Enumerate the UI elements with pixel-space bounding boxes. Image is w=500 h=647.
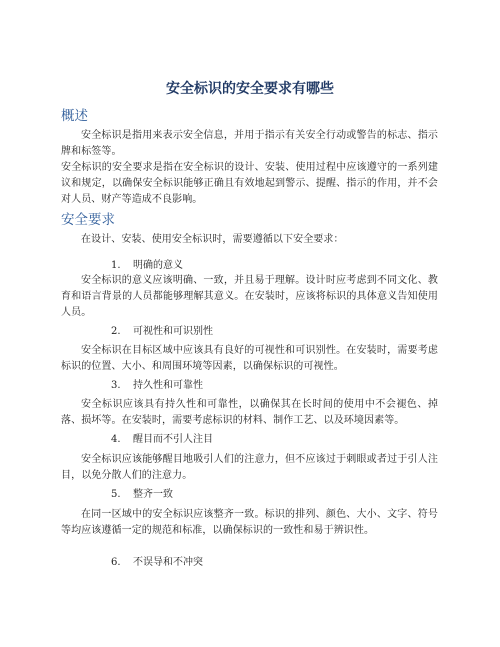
list-item-heading bbox=[111, 324, 213, 340]
list-item-heading bbox=[111, 555, 203, 571]
list-item-number: 3. bbox=[111, 380, 121, 391]
list-item-label: 不误导和不冲突 bbox=[133, 557, 203, 568]
overview-paragraph-2: 安全标识的安全要求是指在安全标识的设计、安装、使用过程中应该遵守的一系列建议和规定，以确保安全标识能够正确且有效地起到警示、提醒、指示的作用，并不会对人员、财产等造成不良影响。 bbox=[61, 162, 438, 205]
list-item-text: 安全标识的意义应该明确、一致，并且易于理解。设计时应考虑到不同文化、教育和语言背景的人员都能够理解其意义。在安装时，应该将标识的具体意义告知使用人员。 bbox=[61, 275, 438, 318]
list-item-text: 在同一区域中的安全标识应该整齐一致。标识的排列、颜色、大小、文字、符号等均应该遵循一定的规范和标准，以确保标识的一致性和易于辨识性。 bbox=[61, 509, 438, 536]
list-item-text: 安全标识应该能够醒目地吸引人们的注意力，但不应该过于刺眼或者过于引人注目，以免分散人们的注意力。 bbox=[61, 454, 438, 481]
list-item-heading bbox=[111, 258, 183, 274]
list-item-number: 2. bbox=[111, 326, 121, 337]
overview-paragraph-1: 安全标识是指用来表示安全信息，并用于指示有关安全行动或警告的标志、指示牌和标签等。 bbox=[61, 130, 438, 157]
list-item-label: 持久性和可靠性 bbox=[133, 380, 203, 391]
list-item-label: 明确的意义 bbox=[133, 260, 183, 271]
section-heading-requirements: 安全要求 bbox=[61, 212, 115, 228]
list-item-label: 可视性和可识别性 bbox=[133, 326, 213, 337]
list-item-text: 安全标识应该具有持久性和可靠性，以确保其在长时间的使用中不会褪色、掉落、损坏等。在安装时，需要考虑标识的材料、制作工艺、以及环境因素等。 bbox=[61, 399, 438, 426]
list-item-label: 醒目而不引人注目 bbox=[133, 434, 213, 445]
list-item-number: 5. bbox=[111, 489, 121, 500]
list-item-heading bbox=[111, 432, 213, 448]
requirements-intro: 在设计、安装、使用安全标识时，需要遵循以下安全要求： bbox=[81, 234, 344, 245]
list-item-number: 4. bbox=[111, 434, 121, 445]
list-item-number: 6. bbox=[111, 557, 121, 568]
page-title: 安全标识的安全要求有哪些 bbox=[166, 81, 334, 97]
list-item-heading bbox=[111, 487, 173, 503]
section-heading-overview: 概述 bbox=[61, 108, 88, 124]
list-item-heading bbox=[111, 378, 203, 394]
list-item-text: 安全标识在目标区域中应该具有良好的可视性和可识别性。在安装时，需要考虑标识的位置、大小、和周围环境等因素，以确保标识的可视性。 bbox=[61, 345, 438, 372]
list-item-label: 整齐一致 bbox=[133, 489, 173, 500]
list-item-number: 1. bbox=[111, 260, 121, 271]
